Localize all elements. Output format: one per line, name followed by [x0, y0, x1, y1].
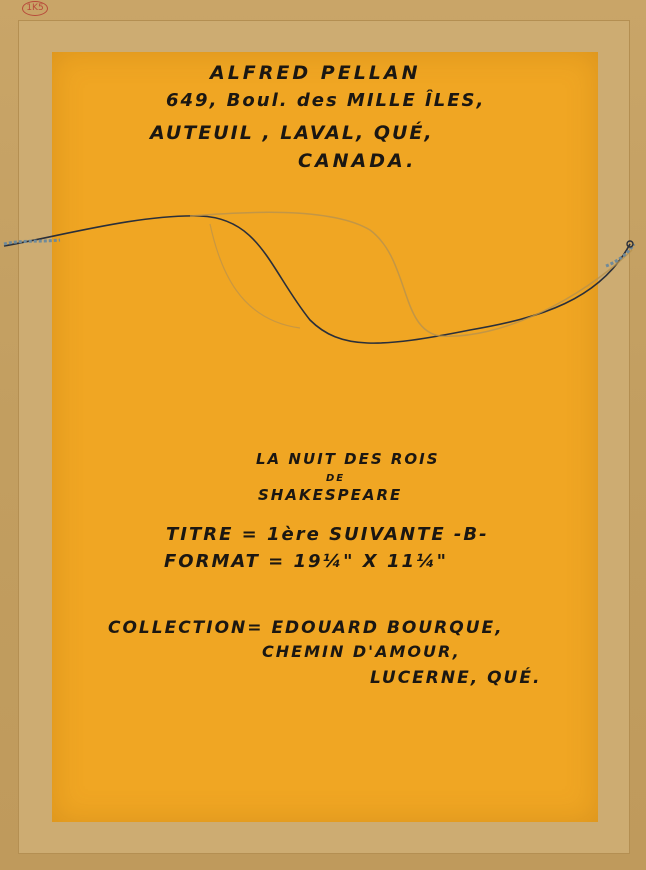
work-format: FORMAT = 19¼" X 11¼" — [164, 551, 449, 572]
artist-name: ALFRED PELLAN — [210, 62, 421, 84]
collection-city: LUCERNE, QUÉ. — [370, 668, 542, 688]
play-author: SHAKESPEARE — [258, 486, 403, 504]
collection-street: CHEMIN D'AMOUR, — [262, 642, 461, 661]
collection-owner: COLLECTION= EDOUARD BOURQUE, — [108, 618, 504, 638]
play-title-de: DE — [326, 473, 346, 484]
address-country: CANADA. — [298, 150, 417, 172]
address-street: 649, Boul. des MILLE ÎLES, — [166, 90, 486, 111]
play-title: LA NUIT DES ROIS — [256, 450, 440, 468]
inventory-stamp: 1K5 — [22, 1, 48, 16]
work-title: TITRE = 1ère SUIVANTE -B- — [166, 524, 489, 545]
address-city: AUTEUIL , LAVAL, QUÉ, — [150, 122, 434, 144]
